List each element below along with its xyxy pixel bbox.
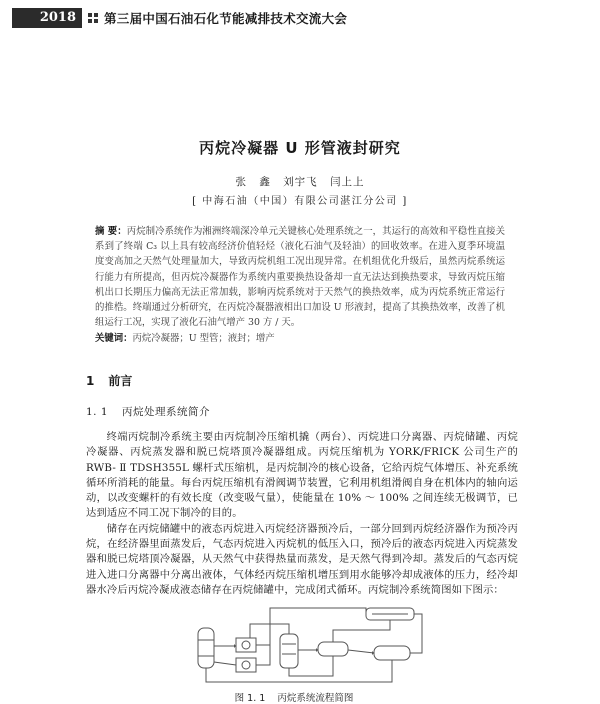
section-title: 前言	[108, 374, 133, 388]
process-flow-diagram	[190, 598, 426, 688]
keywords	[95, 330, 275, 344]
section-number: 1	[86, 374, 95, 388]
economizer	[318, 642, 348, 656]
paper-title: 丙烷冷凝器 U 形管液封研究	[199, 139, 401, 157]
abstract-label: 摘 要：	[95, 226, 127, 237]
subsection-title: 丙烷处理系统简介	[122, 406, 211, 418]
section-heading	[86, 372, 146, 389]
abstract	[95, 224, 505, 330]
header-square-icon	[88, 13, 98, 23]
page-header	[0, 8, 600, 28]
figure-caption-text: 丙烷系统流程简图	[277, 693, 354, 704]
header-year: 2018	[12, 8, 82, 28]
abstract-text: 丙烷制冷系统作为湘洲终端深冷单元关键核心处理系统之一，其运行的高效和平稳性直接关系到了终端 C₃ 以上具有较高经济价值轻烃（液化石油气及轻油）的回收效率。在进入夏季环境温度变高加之天然气处理量加大，导致丙烷机组工况出现异常。在机组优化升级后，虽然丙烷系统运行能力有所提高，但丙烷冷凝器作为系统内重要换热设备却一直无法达到换热要求，导致丙烷压缩机出口长期压力偏高无法正常加载，影响丙烷系统对于天然气的换热效率，成为丙烷系统正常运行的推梏。终端通过分析研究，在丙烷冷凝器液相出口加设 U 形液封，提高了其换热效率，改善了机组运行工况，实现了液化石油气增产 30 方 / 天。	[95, 226, 505, 329]
separator-vessel	[198, 628, 214, 668]
header-conference-title: 第三届中国石油石化节能减排技术交流大会	[104, 11, 348, 26]
paper-affiliation: [ 中海石油（中国）有限公司湛江分公司 ]	[192, 196, 408, 207]
subsection-number: 1. 1	[86, 406, 109, 418]
compressor	[236, 638, 256, 652]
compressor	[236, 658, 256, 672]
storage-tank	[374, 646, 410, 660]
keywords-text: 丙烷冷凝器；U 型管；液封；增产	[132, 333, 275, 344]
body-paragraph: 终端丙烷制冷系统主要由丙烷制冷压缩机撬（两台）、丙烷进口分离器、丙烷储罐、丙烷冷凝器、丙烷蒸发器和脱已烷塔顶冷凝器组成。丙烷压缩机为 YORK/FRICK 公司生产的 RWB- Ⅱ TDSH355L 螺杆式压缩机，是丙烷制冷的核心设备，它给丙烷气体增压、补充系统循环所消耗的能量。每台丙烷压缩机有滑阀调节装置，它利用机组滑阀自身在机体内的轴向运动，以改变螺杆的有效长度（改变吸气量），使能量在 10% ～ 100% 之间连续无极调节，已达到适应不同工况下制冷的目的。	[86, 431, 518, 520]
body-text	[86, 430, 518, 598]
subsection-heading	[86, 404, 224, 419]
keywords-label: 关键词：	[95, 333, 133, 344]
paper-authors: 张 鑫 刘宇飞 闫上上	[235, 176, 365, 188]
evaporator	[280, 634, 298, 668]
body-paragraph: 储存在丙烷储罐中的液态丙烷进入丙烷经济器预冷后，一部分回到丙烷经济器作为预冷丙烷，在经济器里面蒸发后，气态丙烷进入丙烷机的低压入口，预冷后的液态丙烷进入丙烷蒸发器和脱已烷塔顶冷凝器，从天然气中获得热量而蒸发，是天然气得到冷却。蒸发后的气态丙烷进入进口分离器中分离出液体，气体经丙烷压缩机增压到用水能够冷却成液体的压力，经冷却器水冷后丙烷冷凝成液态储存在丙烷储罐中，完成闭式循环。丙烷制冷系统简图如下图示：	[86, 522, 518, 596]
figure-caption	[0, 690, 600, 704]
figure-number: 图 1. 1	[234, 693, 266, 704]
